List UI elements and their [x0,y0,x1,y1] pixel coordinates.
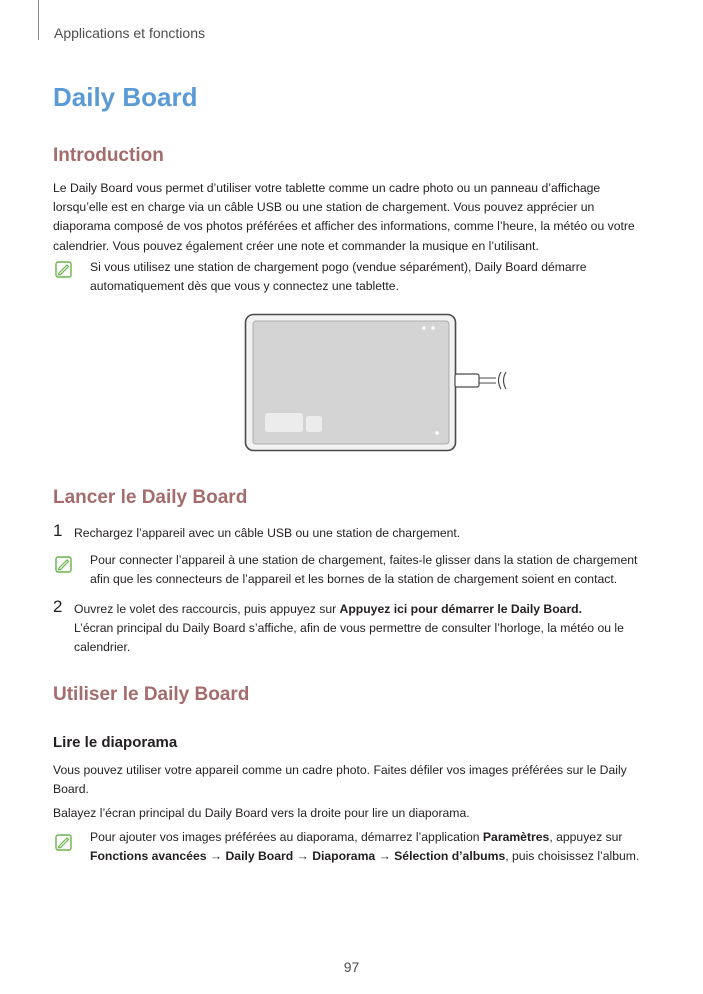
section-header: Applications et fonctions [54,25,205,41]
header-rule [38,0,39,40]
note-line [90,828,655,847]
launch-heading: Lancer le Daily Board [53,487,248,508]
screen-widget-small [306,416,322,432]
step-text [74,600,654,658]
note-icon [55,834,72,851]
note-icon [55,556,72,573]
screen-widget [265,413,303,432]
para-line: Vous pouvez utiliser votre appareil comme un cadre photo. Faites défiler vos images préférées sur le Daily [53,763,627,777]
screen-dot [435,431,439,435]
page-title: Daily Board [53,82,198,112]
note-line [90,847,655,866]
slideshow-note [90,828,655,866]
step-number: 1 [53,521,63,540]
menu-path-daily-board: Daily Board [225,849,294,864]
intro-paragraph [53,179,653,256]
step-text-plain: Ouvrez le volet des raccourcis, puis appuyez sur [74,602,340,616]
menu-path-advanced: Fonctions avancées [90,849,207,864]
para-line: Board. [53,782,89,797]
step-text-bold: Appuyez ici pour démarrer le Daily Board. [339,602,583,616]
arrow: → [375,849,395,864]
step-text: Rechargez l’appareil avec un câble USB ou une station de chargement. [74,526,461,540]
tablet-illustration [244,313,524,453]
note-plain: Pour ajouter vos images préférées au diaporama, démarrez l’application [90,830,483,844]
step-line: calendrier. [74,640,131,655]
use-heading: Utiliser le Daily Board [53,684,250,705]
arrow: → [206,849,226,864]
slideshow-instruction: Balayez l’écran principal du Daily Board vers la droite pour lire un diaporama. [53,806,470,820]
arrow: → [293,849,313,864]
note-plain: , appuyez sur [549,830,623,844]
slideshow-paragraph [53,761,653,799]
intro-line: diaporama composé de vos photos préférées et afficher des informations, comme l’heure, la météo ou votre [53,219,635,234]
note-line: afin que les connecteurs de l’appareil et les bornes de la station de chargement soient en contact. [90,572,618,587]
note-line: Si vous utilisez une station de chargement pogo (vendue séparément), Daily Board démarre [90,260,587,274]
note-line: Pour connecter l’appareil à une station de chargement, faites-le glisser dans la station de chargement [90,553,638,567]
cable-break [499,372,502,389]
step-line [74,600,654,619]
intro-note [90,258,655,296]
menu-path-slideshow: Diaporama [312,849,376,864]
page-number: 97 [343,959,360,975]
cable-break [504,372,507,389]
intro-line: lorsqu’elle est en charge via un câble USB ou une station de chargement. Vous pouvez apprécier un [53,200,595,215]
note-line: automatiquement dès que vous y connectez une tablette. [90,279,399,294]
menu-path-settings: Paramètres [482,830,550,844]
menu-path-album-selection: Sélection d’albums [394,849,506,864]
screen-dot [431,326,435,330]
launch-note [90,551,655,589]
step-line: L’écran principal du Daily Board s’affiche, afin de vous permettre de consulter l’horloge, la météo ou le [74,621,624,636]
note-plain: , puis choisissez l’album. [505,849,640,864]
usb-plug [455,374,479,387]
screen-dot [422,326,426,330]
intro-line: calendrier. Vous pouvez également créer une note et commander la musique en l’utilisant. [53,238,539,253]
intro-line: Le Daily Board vous permet d’utiliser votre tablette comme un cadre photo ou un panneau d’affichage [53,181,601,195]
slideshow-subheading: Lire le diaporama [53,734,178,751]
introduction-heading: Introduction [53,145,164,166]
note-icon [55,261,72,278]
step-number: 2 [53,597,63,616]
